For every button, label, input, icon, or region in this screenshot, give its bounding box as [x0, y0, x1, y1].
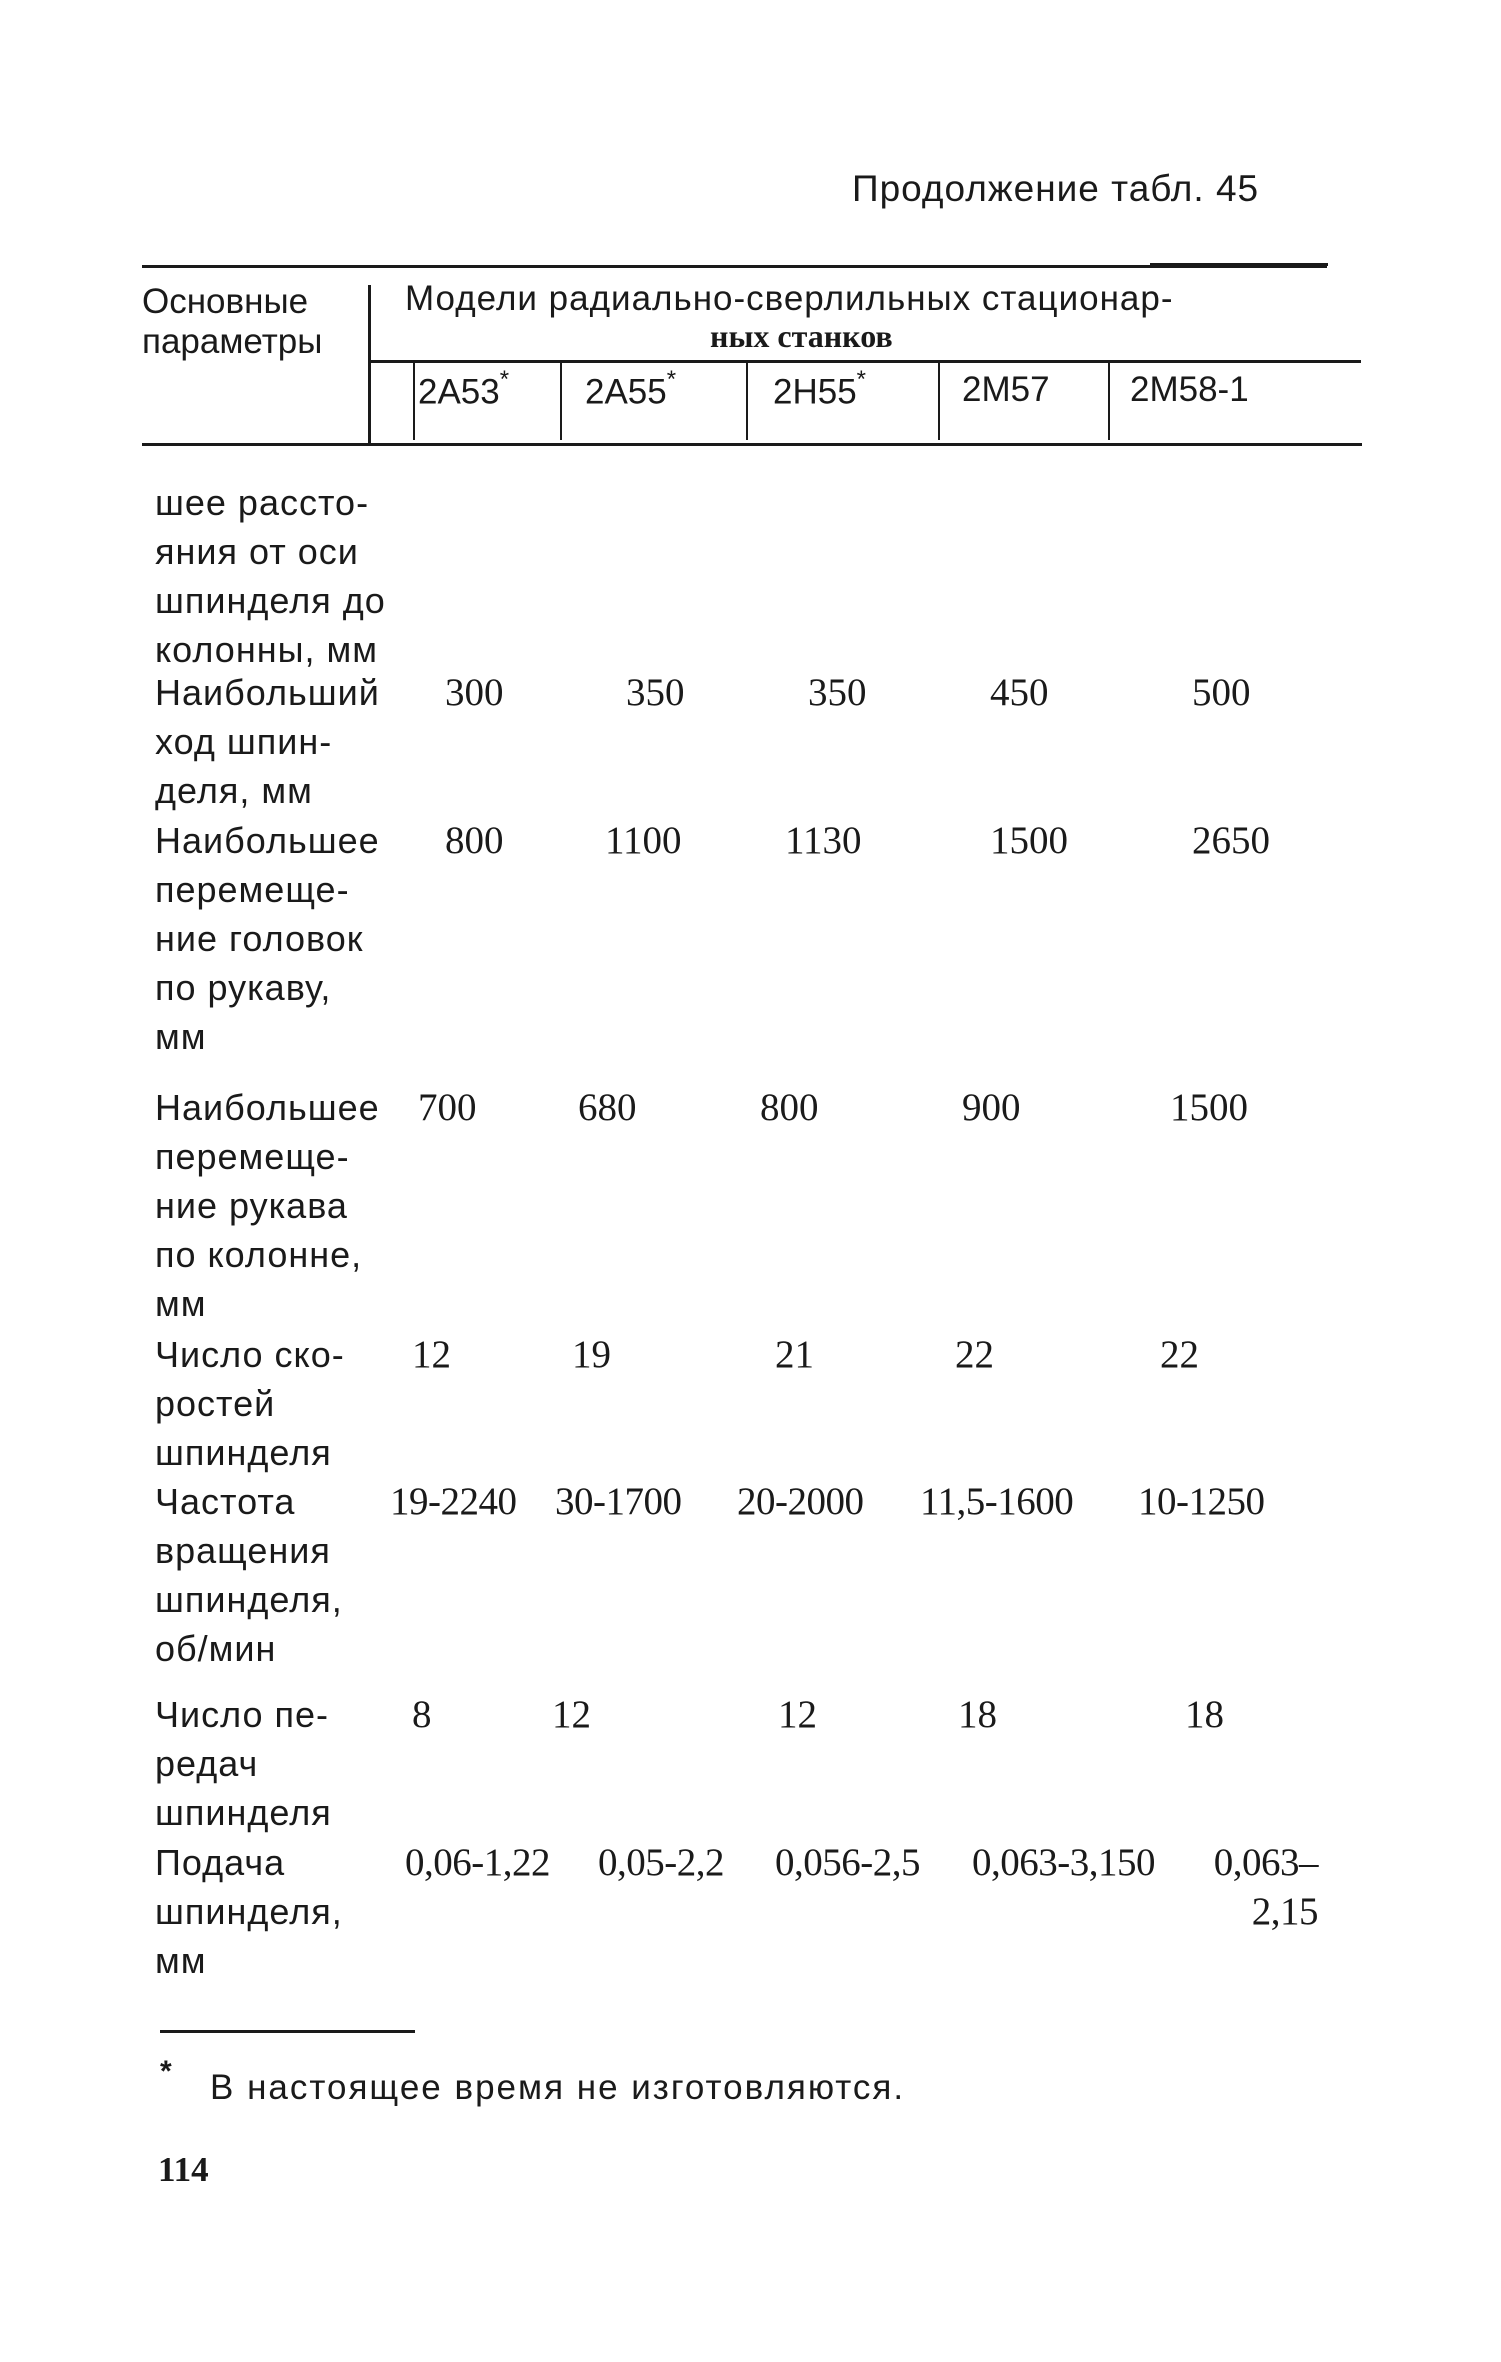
table-cell: 18 — [1185, 1693, 1224, 1736]
model-col-divider-2 — [746, 362, 748, 440]
table-cell: 18 — [958, 1693, 997, 1736]
table-cell: 19 — [572, 1333, 611, 1376]
header-vertical-divider — [368, 285, 371, 445]
model-name: 2М58-1 — [1130, 370, 1249, 409]
table-cell: 22 — [955, 1333, 994, 1376]
param-column-header-text: Основные параметры — [142, 282, 323, 361]
table-cell: 0,06-1,22 — [405, 1841, 550, 1884]
table-cell: 11,5-1600 — [920, 1480, 1074, 1523]
model-name: 2М57 — [962, 370, 1050, 409]
model-header-2m58-1 — [1130, 370, 1249, 410]
models-header-line2: ных станков — [710, 318, 893, 354]
table-cell: 800 — [445, 819, 504, 862]
table-cell: 1500 — [1170, 1086, 1248, 1129]
table-cell: 10-1250 — [1138, 1480, 1265, 1523]
table-cell: 0,056-2,5 — [775, 1841, 920, 1884]
table-cell: 12 — [778, 1693, 817, 1736]
param-label: Частота вращения шпинделя, об/мин — [155, 1481, 343, 1669]
table-cell: 800 — [760, 1086, 819, 1129]
model-name: 2А55 — [585, 372, 667, 412]
table-cell: 1500 — [990, 819, 1068, 862]
param-label: Число пе- редач шпинделя — [155, 1694, 332, 1833]
table-cell: 0,05-2,2 — [598, 1841, 724, 1884]
table-cell: 350 — [626, 671, 685, 714]
table-cell: 350 — [808, 671, 867, 714]
table-cell: 900 — [962, 1086, 1021, 1129]
model-header-2a55 — [585, 366, 677, 413]
table-cell: 450 — [990, 671, 1049, 714]
table-cell: 20-2000 — [737, 1480, 864, 1523]
param-label: Наибольшее перемеще- ние головок по рукаву, мм — [155, 820, 380, 1057]
table-cell: 12 — [412, 1333, 451, 1376]
model-col-divider-4 — [1108, 362, 1110, 440]
model-header-2a53 — [418, 366, 510, 413]
table-cell: 500 — [1192, 671, 1251, 714]
footnote-text: В настоящее время не изготовляются. — [210, 2068, 906, 2107]
model-asterisk: * — [499, 366, 510, 393]
param-label: Число ско- ростей шпинделя — [155, 1334, 345, 1473]
model-col-divider-1 — [560, 362, 562, 440]
param-label: шее рассто- яния от оси шпинделя до колонны, мм — [155, 482, 386, 670]
table-cell: 12 — [552, 1693, 591, 1736]
header-bottom-rule — [142, 443, 1362, 446]
model-col-divider-3 — [938, 362, 940, 440]
table-cell: 300 — [445, 671, 504, 714]
table-top-rule-right — [1150, 263, 1328, 266]
model-asterisk: * — [856, 366, 867, 393]
table-caption: Продолжение табл. 45 — [852, 168, 1260, 209]
footnote-rule — [160, 2030, 415, 2033]
param-label: Подача шпинделя, мм — [155, 1842, 343, 1981]
table-cell: 680 — [578, 1086, 637, 1129]
table-cell: 21 — [775, 1333, 814, 1376]
table-cell: 8 — [412, 1693, 432, 1736]
table-cell: 0,063– 2,15 — [1213, 1841, 1318, 1933]
table-cell: 1130 — [785, 819, 862, 862]
param-column-header — [142, 282, 362, 362]
table-cell: 0,063-3,150 — [972, 1841, 1155, 1884]
models-subheader-rule — [368, 360, 1361, 363]
model-header-2m57 — [962, 370, 1050, 410]
table-cell: 30-1700 — [555, 1480, 682, 1523]
table-cell: 2650 — [1192, 819, 1270, 862]
model-name: 2А53 — [418, 372, 500, 412]
table-cell: 700 — [418, 1086, 477, 1129]
footnote-mark: * — [160, 2055, 172, 2088]
model-header-2n55 — [773, 366, 867, 413]
page-number: 114 — [158, 2150, 209, 2189]
models-header-line1: Модели радиально-сверлильных стационар- — [405, 279, 1174, 318]
table-cell: 22 — [1160, 1333, 1199, 1376]
model-name: 2Н55 — [773, 372, 857, 412]
model-asterisk: * — [666, 366, 677, 393]
param-label: Наибольшее перемеще- ние рукава по колонне, мм — [155, 1087, 380, 1324]
model-col-divider-0 — [413, 362, 415, 440]
table-cell: 1100 — [605, 819, 682, 862]
param-label: Наибольший ход шпин- деля, мм — [155, 672, 380, 811]
table-cell: 19-2240 — [390, 1480, 517, 1523]
